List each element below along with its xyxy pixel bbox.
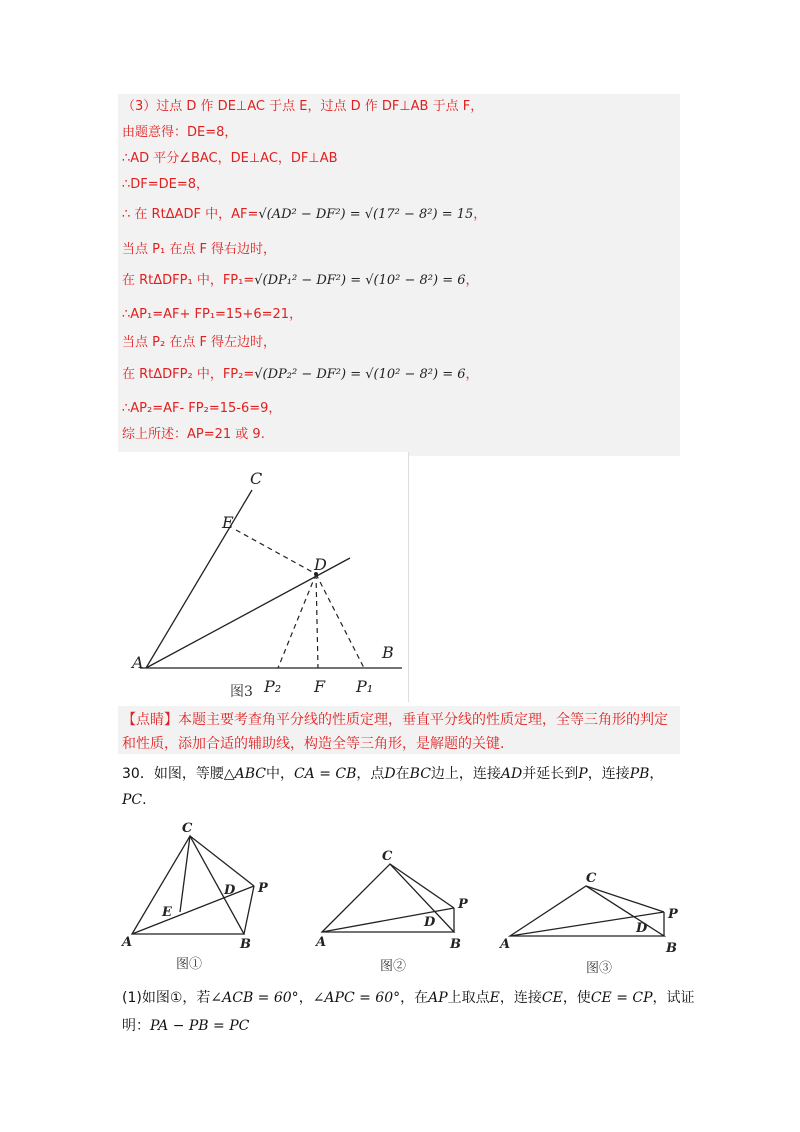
solution-line-7-text: 在 RtΔDFP₁ 中，FP₁= <box>122 273 255 288</box>
question-figures <box>118 808 698 980</box>
fig3-caption: 图③ <box>586 961 613 976</box>
fig2-label-c: C <box>382 849 393 864</box>
q-math-d: D <box>384 766 396 782</box>
fig3-label-b: B <box>666 941 677 956</box>
p1-math-conclusion: PA − PB = PC <box>150 1018 250 1034</box>
solution-line-10-text: 在 RtΔDFP₂ 中，FP₂= <box>122 367 255 382</box>
fig1-label-b: B <box>240 937 251 952</box>
q-text-6: 并延长到 <box>522 766 579 782</box>
label-c: C <box>250 469 263 488</box>
solution-line-12: 综上所述：AP=21 或 9. <box>122 427 265 442</box>
formula-fp2: √(DP₂² − DF²) = √(10² − 8²) = 6 <box>254 367 466 382</box>
q-math-pc: PC <box>122 792 143 808</box>
segment-df <box>316 574 318 668</box>
q-math-bc: BC <box>409 766 431 782</box>
label-a: A <box>132 653 144 672</box>
q-text-8: ， <box>649 766 664 782</box>
p1-math-ce: CE <box>541 990 563 1006</box>
part-1-line-2 <box>122 1016 249 1036</box>
fig1-label-e: E <box>162 905 172 920</box>
comment-line-1: 【点睛】本题主要考查角平分线的性质定理，垂直平分线的性质定理，全等三角形的判定 <box>122 712 668 728</box>
solution-line-10 <box>122 366 479 384</box>
q-text-7: ，连接 <box>587 766 630 782</box>
fig2-label-d: D <box>424 915 436 930</box>
p1-math-e: E <box>489 990 500 1006</box>
q-math-ca-cb: CA = CB <box>293 766 357 782</box>
q-math-triangle: △ABC <box>223 766 266 782</box>
question-30-line-2 <box>122 790 147 810</box>
q-text-5: 边上，连接 <box>430 766 501 782</box>
label-e: E <box>222 513 234 532</box>
fig3-label-c: C <box>586 871 597 886</box>
p1-text-4: 上取点 <box>447 990 490 1006</box>
p1-text-5: ，连接 <box>499 990 542 1006</box>
p1-text-3: ，在 <box>400 990 429 1006</box>
comment-line-2: 和性质，添加合适的辅助线，构造全等三角形，是解题的关键. <box>122 736 505 752</box>
p1-math-apc: ∠APC = 60° <box>312 990 401 1006</box>
solution-line-7-end: ， <box>465 273 479 288</box>
q-math-pb: PB <box>629 766 650 782</box>
p1-text-8: 明： <box>122 1018 150 1034</box>
segment-de <box>236 530 316 574</box>
fig3-label-a: A <box>500 937 511 952</box>
label-p1: P₁ <box>356 677 374 696</box>
solution-line-10-end: ， <box>465 367 479 382</box>
solution-line-2: 由题意得：DE=8， <box>122 125 238 140</box>
solution-line-11: ∴AP₂=AF- FP₂=15-6=9， <box>122 401 282 416</box>
solution-line-5-text: ∴ 在 RtΔADF 中，AF= <box>122 207 259 222</box>
q-text-9: . <box>142 792 147 808</box>
solution-line-5-end: ， <box>473 207 487 222</box>
solution-line-8: ∴AP₁=AF+ FP₁=15+6=21， <box>122 307 303 322</box>
figure-1 <box>132 836 254 934</box>
q-text-3: ，点 <box>356 766 385 782</box>
solution-line-7 <box>122 272 479 290</box>
fig1-caption: 图① <box>176 957 203 972</box>
fig2-label-p: P <box>458 897 468 912</box>
p1-text-2: ， <box>298 990 313 1006</box>
solution-line-9: 当点 P₂ 在点 F 得左边时， <box>122 335 277 350</box>
fig3-label-p: P <box>668 907 678 922</box>
p1-text-7: ，试证 <box>652 990 695 1006</box>
p1-text-6: ，使 <box>562 990 591 1006</box>
ray-ad <box>146 558 350 668</box>
segment-dp2 <box>278 574 316 668</box>
solution-line-4: ∴DF=DE=8， <box>122 177 210 192</box>
fig1-label-d: D <box>224 883 236 898</box>
p1-math-ap: AP <box>428 990 448 1006</box>
segment-dp1 <box>316 574 364 668</box>
question-30-line-1 <box>122 764 663 784</box>
ray-ac <box>146 490 252 668</box>
label-p2: P₂ <box>264 677 282 696</box>
solution-line-3: ∴AD 平分∠BAC，DE⊥AC，DF⊥AB <box>122 151 338 166</box>
fig1-label-c: C <box>182 821 193 836</box>
q-text-1: 30．如图，等腰 <box>122 766 224 782</box>
p1-text-1: (1)如图①，若 <box>122 990 211 1006</box>
p1-math-acb: ∠ACB = 60° <box>210 990 299 1006</box>
label-f: F <box>314 677 326 696</box>
q-text-4: 在 <box>395 766 410 782</box>
figure-3-caption: 图3 <box>230 684 253 700</box>
label-b: B <box>382 643 394 662</box>
fig3-label-d: D <box>636 921 648 936</box>
solution-line-1: （3）过点 D 作 DE⊥AC 于点 E，过点 D 作 DF⊥AB 于点 F， <box>122 99 484 114</box>
figure-3 <box>118 452 409 702</box>
fig1-label-p: P <box>258 881 268 896</box>
p1-math-ce-cp: CE = CP <box>590 990 653 1006</box>
fig2-label-a: A <box>316 935 327 950</box>
solution-line-6: 当点 P₁ 在点 F 得右边时， <box>122 242 277 257</box>
solution-line-5 <box>122 206 486 224</box>
label-d: D <box>314 555 327 574</box>
fig2-label-b: B <box>450 937 461 952</box>
figure-3-diagram <box>118 452 408 702</box>
formula-fp1: √(DP₁² − DF²) = √(10² − 8²) = 6 <box>254 273 466 288</box>
formula-af: √(AD² − DF²) = √(17² − 8²) = 15 <box>258 207 474 222</box>
q-math-p: P <box>578 766 588 782</box>
q-math-ad: AD <box>500 766 523 782</box>
question-figures-svg <box>118 808 698 980</box>
fig1-label-a: A <box>122 935 133 950</box>
fig2-caption: 图② <box>380 959 407 974</box>
part-1-line-1 <box>122 988 695 1008</box>
q-text-2: 中， <box>265 766 294 782</box>
